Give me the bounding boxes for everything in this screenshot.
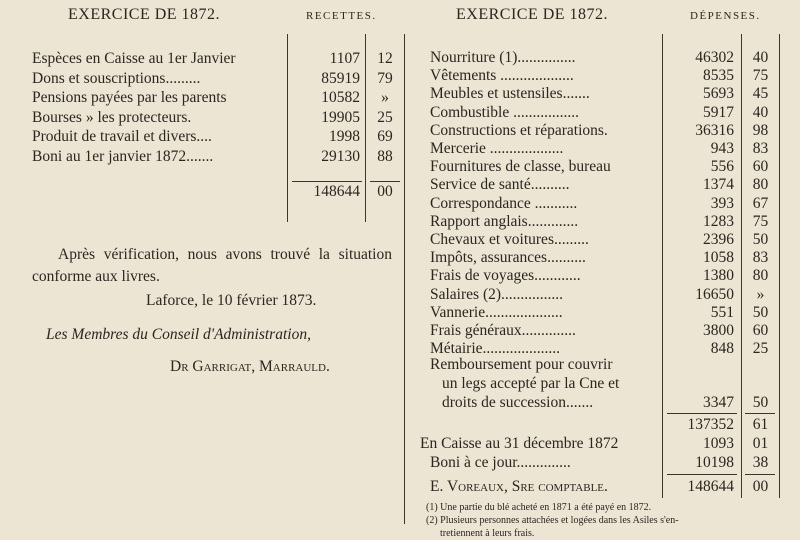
- depenses-row-cents: 80: [752, 267, 769, 285]
- recettes-row-cents: 25: [377, 108, 393, 126]
- recettes-row-amount: 10582: [321, 89, 360, 106]
- depenses-row: [0, 104, 800, 122]
- depenses-subtotal-cents: 61: [752, 416, 769, 433]
- depenses-row: [0, 85, 800, 103]
- depenses-row-amount: 1374: [703, 176, 734, 194]
- depenses-row-cents: 83: [752, 249, 769, 267]
- depenses-subtotal-rule: [667, 413, 737, 414]
- recettes-total-amount: 148644: [313, 183, 360, 200]
- recettes-row-cents: »: [381, 89, 389, 106]
- depenses-row-amount: 5693: [703, 85, 734, 103]
- recettes-column-title: RECETTES.: [306, 10, 377, 22]
- council-line: Les Membres du Conseil d'Administration,: [46, 326, 311, 343]
- depenses-total-rule: [667, 474, 737, 475]
- recettes-row-label: Espèces en Caisse au 1er Janvier: [32, 50, 236, 67]
- depenses-row-amount: 8535: [703, 67, 734, 85]
- remboursement-amount: 3347: [703, 394, 734, 411]
- depenses-row: [0, 340, 800, 358]
- depenses-row-cents: 50: [752, 303, 769, 321]
- recettes-row-amount: 29130: [321, 147, 360, 165]
- depenses-row-label: Mercerie ...................: [430, 140, 564, 157]
- depenses-row-cents: 83: [752, 140, 769, 157]
- depenses-row-label: Fournitures de classe, bureau: [430, 158, 611, 176]
- depenses-row-label: Frais généraux..............: [430, 322, 576, 339]
- remboursement-line-2: un legs accepté par la Cne et: [442, 375, 620, 392]
- depenses-row: [0, 122, 800, 140]
- en-caisse-row: [0, 435, 800, 453]
- depenses-row-cents: 45: [752, 85, 769, 103]
- depenses-row-label: Meubles et ustensiles.......: [430, 85, 590, 103]
- depenses-row-label: Frais de voyages............: [430, 267, 581, 285]
- recettes-row-label: Dons et souscriptions.........: [32, 69, 201, 87]
- depenses-row-label: Métairie....................: [430, 340, 561, 358]
- depenses-row: [0, 231, 800, 249]
- recettes-row-amount: 1107: [329, 50, 360, 67]
- footnote-1: (1) Une partie du blé acheté en 1871 a été payé en 1872.: [426, 502, 652, 513]
- depenses-row-amount: 393: [710, 194, 734, 212]
- depenses-row-amount: 943: [710, 140, 734, 157]
- depenses-row-label: Service de santé..........: [430, 176, 570, 194]
- recettes-row-label: Boni au 1er janvier 1872.......: [32, 147, 214, 165]
- depenses-subtotal-amount: 137352: [687, 416, 734, 433]
- depenses-total-cents: 00: [752, 478, 769, 495]
- depenses-row-amount: 1380: [703, 267, 734, 285]
- en-caisse-cents: 01: [752, 435, 769, 452]
- remboursement-cents: 50: [752, 394, 769, 411]
- depenses-row: [0, 304, 800, 322]
- depenses-row: [0, 267, 800, 285]
- depenses-row: [0, 49, 800, 67]
- depenses-row-cents: 25: [752, 340, 769, 358]
- recettes-row-amount: 1998: [329, 128, 360, 145]
- depenses-row-cents: 60: [752, 322, 769, 339]
- recettes-row-cents: 79: [377, 69, 393, 87]
- depenses-row-label: Salaires (2)................: [430, 285, 564, 303]
- footnote-2: (2) Plusieurs personnes attachées et logées dans les Asiles s'en-: [426, 515, 679, 526]
- depenses-row-cents: »: [756, 285, 765, 303]
- date-line: Laforce, le 10 février 1873.: [146, 292, 317, 309]
- depenses-row: [0, 67, 800, 85]
- depenses-row: [0, 322, 800, 340]
- depenses-row-amount: 5917: [703, 103, 734, 121]
- depenses-row-label: Rapport anglais.............: [430, 212, 579, 230]
- recettes-row-label: Bourses » les protecteurs.: [32, 108, 192, 126]
- recettes-row-amount: 85919: [321, 69, 360, 87]
- depenses-row-cents: 98: [752, 121, 769, 139]
- depenses-row-cents: 75: [752, 67, 769, 85]
- depenses-row-cents: 40: [752, 49, 769, 66]
- en-caisse-label: En Caisse au 31 décembre 1872: [420, 435, 619, 452]
- depenses-row-amount: 3800: [703, 322, 734, 339]
- depenses-row-label: Chevaux et voitures.........: [430, 231, 589, 248]
- signatories: Dr Garrigat, Marrauld.: [170, 358, 330, 375]
- remboursement-line-1: Remboursement pour couvrir: [430, 356, 613, 373]
- depenses-row-amount: 556: [710, 158, 734, 176]
- depenses-row-amount: 16650: [695, 285, 734, 303]
- depenses-row-amount: 848: [710, 340, 734, 358]
- depenses-row-amount: 2396: [703, 231, 734, 248]
- depenses-row-amount: 46302: [695, 49, 734, 66]
- depenses-row-label: Combustible .................: [430, 103, 579, 121]
- depenses-row: [0, 195, 800, 213]
- recettes-total-cents: 00: [377, 183, 393, 200]
- depenses-row: [0, 213, 800, 231]
- depenses-row: [0, 286, 800, 304]
- depenses-row-label: Vêtements ...................: [430, 67, 574, 85]
- en-caisse-amount: 1093: [703, 435, 734, 452]
- recettes-row-cents: 12: [377, 50, 393, 67]
- boni-amount: 10198: [695, 454, 734, 471]
- depenses-row-amount: 1058: [703, 249, 734, 267]
- depenses-total-row: [0, 478, 800, 496]
- depenses-row-cents: 67: [752, 194, 769, 212]
- remboursement-line-3: droits de succession.......: [442, 394, 594, 411]
- boni-row: [0, 454, 800, 472]
- depenses-row: [0, 158, 800, 176]
- depenses-row-cents: 60: [752, 158, 769, 176]
- recettes-row-label: Produit de travail et divers....: [32, 128, 212, 145]
- depenses-row-cents: 40: [752, 103, 769, 121]
- depenses-row: [0, 249, 800, 267]
- depenses-row-label: Vannerie....................: [430, 303, 563, 321]
- depenses-column-title: DÉPENSES.: [690, 10, 761, 22]
- depenses-row-label: Constructions et réparations.: [430, 121, 608, 139]
- depenses-row-cents: 80: [752, 176, 769, 194]
- recettes-exercice-title: EXERCICE DE 1872.: [68, 6, 221, 23]
- boni-label: Boni à ce jour..............: [430, 454, 571, 471]
- depenses-row-label: Nourriture (1)...............: [430, 49, 576, 66]
- recettes-row-label: Pensions payées par les parents: [32, 89, 227, 106]
- recettes-row-cents: 88: [377, 147, 393, 165]
- comptable-label: E. Voreaux, Sre comptable.: [430, 478, 608, 495]
- depenses-row-cents: 75: [752, 212, 769, 230]
- recettes-row-cents: 69: [377, 128, 393, 145]
- depenses-total-amount: 148644: [687, 478, 734, 495]
- depenses-row-amount: 551: [710, 303, 734, 321]
- depenses-row: [0, 176, 800, 194]
- recettes-row-amount: 19905: [321, 108, 360, 126]
- depenses-row-amount: 36316: [695, 121, 734, 139]
- depenses-row-cents: 50: [752, 231, 769, 248]
- depenses-row-amount: 1283: [703, 212, 734, 230]
- depenses-row: [0, 140, 800, 158]
- verification-text: Après vérification, nous avons trouvé la situation conforme aux livres.: [32, 246, 392, 285]
- depenses-subtotal-row: [0, 416, 800, 434]
- depenses-row-label: Impôts, assurances..........: [430, 249, 586, 267]
- depenses-row-label: Correspondance ...........: [430, 194, 578, 212]
- footnote-3: tretiennent à leurs frais.: [440, 528, 535, 539]
- depenses-exercice-title: EXERCICE DE 1872.: [456, 6, 609, 23]
- remboursement-row: [0, 394, 800, 412]
- boni-cents: 38: [752, 454, 769, 471]
